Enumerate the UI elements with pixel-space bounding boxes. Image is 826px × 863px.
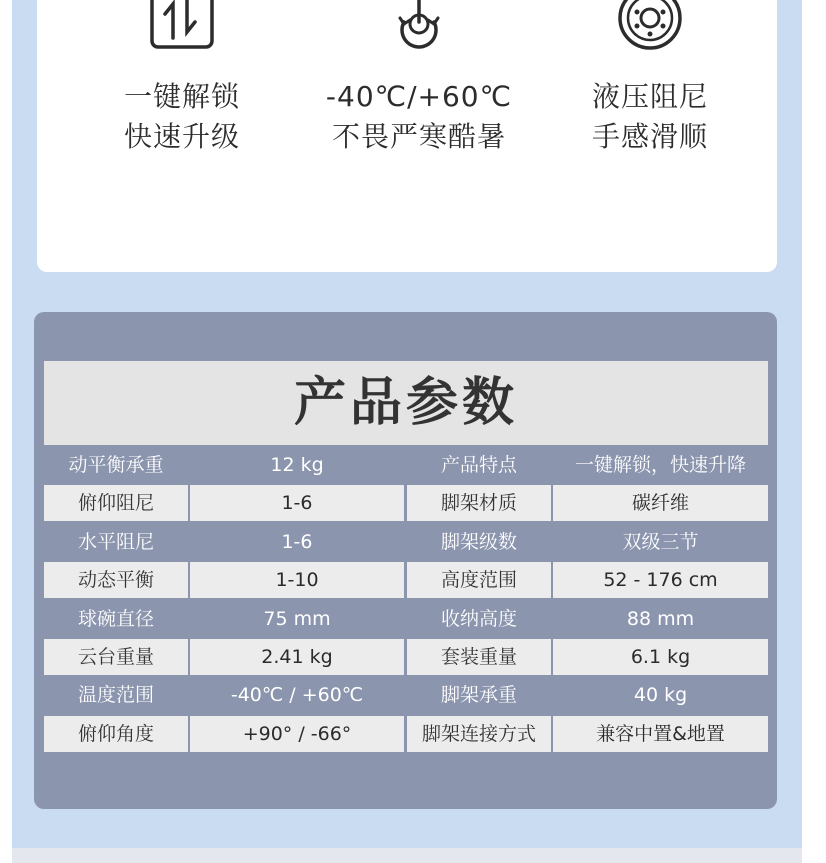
spec-label-k2: 脚架连接方式 [407,716,551,752]
spec-value-v1: 2.41 kg [190,639,404,675]
feature-unlock [62,0,302,190]
spec-label-k1: 云台重量 [44,639,188,675]
feature-damping [530,0,770,190]
spec-value-v2: 一键解锁，快速升降 [574,454,746,476]
hydraulic-damping-icon [615,0,685,54]
feature-line-2: 不畏严寒酷暑 [331,120,506,153]
spec-value-v1: 1-6 [190,485,404,521]
spec-value-v2: 40 kg [633,684,688,707]
spec-label-k2: 收纳高度 [440,607,517,630]
spec-label-k1: 动平衡承重 [68,454,164,476]
spec-panel [34,312,777,809]
spec-value-v2: 双级三节 [622,530,699,553]
feature-line-2: 快速升级 [123,120,240,153]
spec-label-k2: 高度范围 [407,562,551,598]
spec-value-v1: 12 kg [270,454,324,476]
spec-value-v2: 88 mm [626,607,695,630]
feature-card [37,0,777,272]
spec-label-k1: 俯仰阻尼 [44,485,188,521]
spec-label-k2: 产品特点 [440,454,517,476]
feature-line-1: 一键解锁 [123,80,240,113]
spec-value-v1: +90° / -66° [190,716,404,752]
unlock-arrows-icon [147,0,217,54]
spec-label-k2: 脚架材质 [407,485,551,521]
spec-value-v2: 52 - 176 cm [553,562,768,598]
spec-value-v1: -40℃ / +60℃ [230,684,364,707]
temperature-power-icon [384,0,454,54]
spec-value-v2: 碳纤维 [553,485,768,521]
spec-label-k1: 动态平衡 [44,562,188,598]
spec-label-k2: 脚架级数 [440,530,517,553]
spec-value-v1: 1-6 [281,530,313,553]
spec-label-k1: 水平阻尼 [77,530,154,553]
feature-line-2: 手感滑顺 [591,120,708,153]
bottom-strip [12,848,802,863]
spec-value-v2: 6.1 kg [553,639,768,675]
spec-label-k1: 球碗直径 [77,607,154,630]
spec-label-k2: 脚架承重 [440,684,517,707]
feature-line-1: 液压阻尼 [591,80,708,113]
spec-value-v1: 1-10 [190,562,404,598]
spec-value-v1: 75 mm [263,607,331,630]
spec-value-v2: 兼容中置&地置 [553,716,768,752]
spec-label-k2: 套装重量 [407,639,551,675]
spec-label-k1: 俯仰角度 [44,716,188,752]
feature-line-1: -40℃/+60℃ [325,80,513,113]
spec-title: 产品参数 [44,361,768,445]
feature-temperature [299,0,539,190]
spec-label-k1: 温度范围 [77,684,154,707]
